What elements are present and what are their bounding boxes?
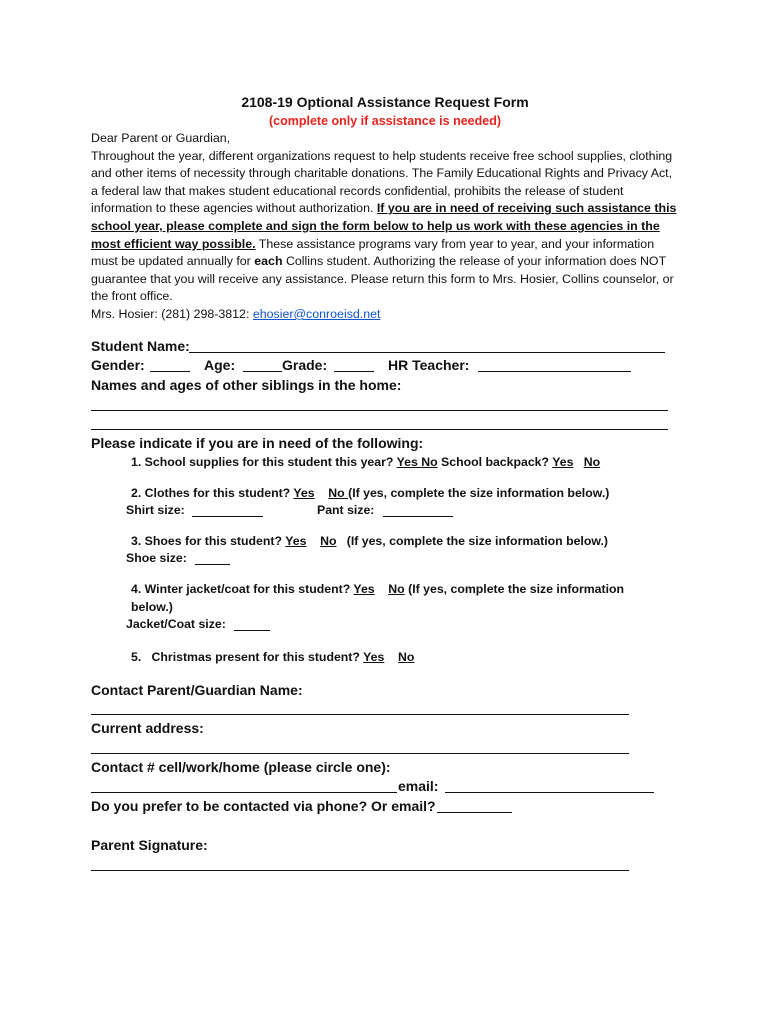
counselor-contact: [91, 306, 681, 324]
q3-row: [131, 534, 608, 548]
siblings-field-2[interactable]: [91, 429, 668, 430]
gender-label: Gender:: [91, 357, 145, 373]
needs-heading: Please indicate if you are in need of the following:: [91, 435, 424, 451]
counselor-email-link[interactable]: ehosier@conroeisd.net: [252, 306, 381, 321]
gender-field[interactable]: [150, 371, 190, 372]
q1-yes-option[interactable]: Yes: [396, 455, 418, 469]
q4-note-cont: below.): [131, 600, 173, 614]
letter-body: [91, 130, 681, 324]
q5-number: 5.: [131, 650, 142, 664]
greeting: Dear Parent or Guardian,: [91, 131, 231, 145]
age-field[interactable]: [243, 371, 282, 372]
q1-backpack-yes-option[interactable]: Yes: [552, 455, 574, 469]
grade-label: Grade:: [282, 357, 328, 373]
letter-text-a: These assistance programs vary from year to year, and your information must be updated annually for: [91, 236, 655, 269]
siblings-field-1[interactable]: [91, 410, 668, 411]
letter-bold-each: each: [254, 254, 283, 269]
q4-row: [131, 582, 624, 596]
phone-field[interactable]: [91, 792, 397, 793]
grade-field[interactable]: [334, 371, 374, 372]
q2-note: (If yes, complete the size information below.): [348, 486, 610, 500]
letter-emphasis: If you are in need of receiving such assistance this school year, please complete and sign the form below to help us work with these agencies in the most efficient way possible.: [91, 201, 677, 251]
pant-size-field[interactable]: [383, 516, 453, 517]
q5-text: Christmas present for this student?: [151, 650, 360, 664]
parent-name-label: Contact Parent/Guardian Name:: [91, 682, 303, 698]
shirt-size-label: Shirt size:: [126, 503, 185, 517]
counselor-phone: Mrs. Hosier: (281) 298-3812:: [91, 306, 253, 321]
parent-name-field[interactable]: [91, 714, 629, 715]
shirt-size-field[interactable]: [192, 516, 263, 517]
q1-no-option[interactable]: No: [421, 455, 438, 469]
contact-preference-field[interactable]: [437, 812, 512, 813]
form-title: 2108-19 Optional Assistance Request Form: [241, 94, 529, 110]
q5-no-option[interactable]: No: [398, 650, 415, 664]
q1-row: [131, 455, 600, 469]
jacket-size-label: Jacket/Coat size:: [126, 617, 226, 631]
q2-no-option[interactable]: No: [328, 486, 345, 500]
email-field[interactable]: [445, 792, 654, 793]
pant-size-label: Pant size:: [317, 503, 375, 517]
student-name-label: Student Name:: [91, 338, 190, 354]
q5-yes-option[interactable]: Yes: [363, 650, 385, 664]
student-name-field[interactable]: [189, 352, 665, 353]
q4-no-option[interactable]: No: [388, 582, 405, 596]
letter-paragraph: [91, 148, 681, 306]
shoe-size-field[interactable]: [195, 564, 230, 565]
q2-row: [131, 486, 609, 500]
q5-row: [131, 650, 414, 664]
email-label: email:: [398, 778, 439, 794]
letter-text-b: Collins student. Authorizing the release of your information does NOT guarantee that you will receive any assistance. Please return this form to Mrs. Hosier, Collins counselor, or the front office.: [91, 254, 674, 304]
signature-label: Parent Signature:: [91, 837, 208, 853]
address-label: Current address:: [91, 720, 204, 736]
shoe-size-label: Shoe size:: [126, 551, 187, 565]
q1-text: 1. School supplies for this student this year?: [131, 455, 394, 469]
q2-text: 2. Clothes for this student?: [131, 486, 291, 500]
hr-teacher-label: HR Teacher:: [388, 357, 470, 373]
form-subtitle: (complete only if assistance is needed): [268, 114, 502, 128]
q4-text: 4. Winter jacket/coat for this student?: [131, 582, 351, 596]
age-label: Age:: [204, 357, 236, 373]
q1-backpack-text: School backpack?: [441, 455, 550, 469]
q1-backpack-no-option[interactable]: No: [583, 455, 601, 469]
q4-note: (If yes, complete the size information: [408, 582, 625, 596]
q2-yes-option[interactable]: Yes: [293, 486, 315, 500]
siblings-label: Names and ages of other siblings in the home:: [91, 377, 402, 393]
q3-note: (If yes, complete the size information below.): [346, 534, 608, 548]
signature-field[interactable]: [91, 870, 629, 871]
q3-text: 3. Shoes for this student?: [131, 534, 282, 548]
phone-label: Contact # cell/work/home (please circle one):: [91, 759, 391, 775]
q3-no-option[interactable]: No: [320, 534, 337, 548]
letter-intro: Throughout the year, different organizations request to help students receive free school supplies, clothing and other items of necessity through charitable donations. The Family Educational Rights and Privacy Act, a federal law that makes student educational records confidential, prohibits the release of student information to these agencies without authorization.: [91, 148, 673, 216]
hr-teacher-field[interactable]: [478, 371, 631, 372]
q4-yes-option[interactable]: Yes: [353, 582, 375, 596]
q3-yes-option[interactable]: Yes: [285, 534, 307, 548]
contact-preference-label: Do you prefer to be contacted via phone? Or email?: [91, 798, 436, 814]
address-field[interactable]: [91, 753, 629, 754]
jacket-size-field[interactable]: [234, 630, 270, 631]
